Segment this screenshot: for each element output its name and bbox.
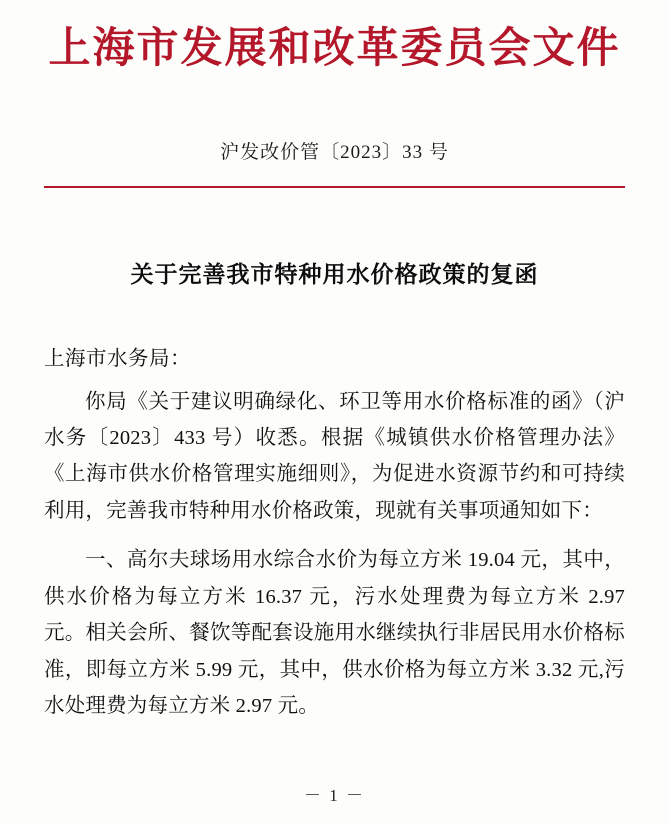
body-paragraph-1: 你局《关于建议明确绿化、环卫等用水价格标准的函》（沪水务〔2023〕433 号）收悉。根据《城镇供水价格管理办法》《上海市供水价格管理实施细则》，为促进水资源节约和可持续利用，完善我市特种用水价格政策，现就有关事项通知如下： (44, 390, 625, 522)
document-addressee: 上海市水务局： (44, 347, 191, 370)
page-number: － 1 － (304, 786, 365, 805)
document-number: 沪发改价管〔2023〕33 号 (220, 141, 449, 163)
document-subject-heading: 关于完善我市特种用水价格政策的复函 (130, 261, 539, 287)
document-title: 上海市发展和改革委员会文件 (48, 23, 621, 72)
body-paragraph-2: 一、高尔夫球场用水综合水价为每立方米 19.04 元，其中，供水价格为每立方米 16.37 元，污水处理费为每立方米 2.97 元。相关会所、餐饮等配套设施用水继续执行非居民用水价格标准，即每立方米 5.99 元，其中，供水价格为每立方米 3.32 元,污水处理费为每立方米 2.97 元。 (44, 549, 625, 718)
